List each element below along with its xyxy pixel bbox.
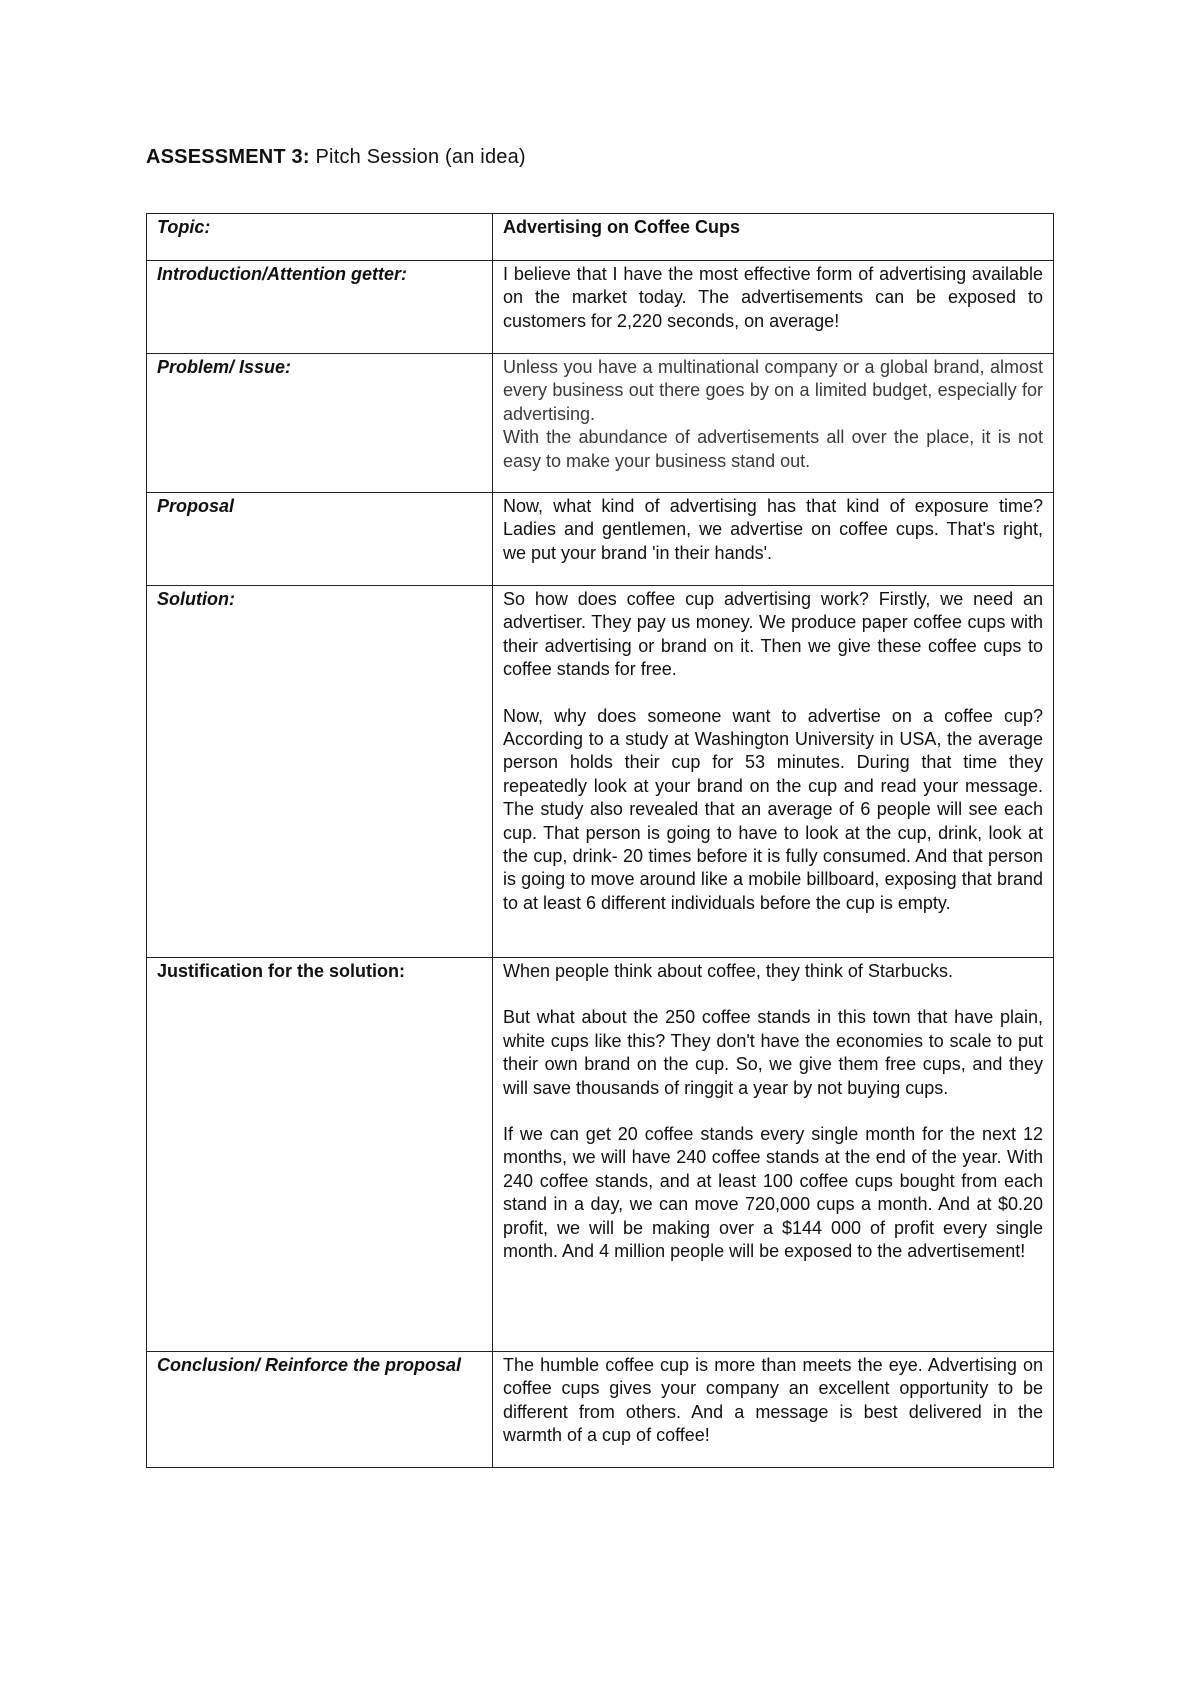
row-content-cell: [493, 354, 1054, 493]
row-label: Introduction/Attention getter:: [157, 264, 407, 284]
row-topic: [147, 214, 1054, 261]
topic-value: Advertising on Coffee Cups: [503, 217, 741, 237]
row-label-cell: [147, 586, 493, 958]
row-label: Proposal: [157, 496, 235, 516]
row-solution: [147, 586, 1054, 958]
paragraph: So how does coffee cup advertising work? Firstly, we need an advertiser. They pay us money. We produce paper coffee cups with their advertising or brand on it. Then we give these coffee cups to coffee stands for free.: [503, 589, 1043, 680]
paragraph: The humble coffee cup is more than meets the eye. Advertising on coffee cups gives your company an excellent opportunity to be different from others. And a message is best delivered in the warmth of a cup of coffee!: [503, 1355, 1043, 1446]
row-label-cell: [147, 1352, 493, 1468]
row-label: Topic:: [157, 217, 211, 237]
pitch-table: [146, 213, 1054, 1468]
title-bold: ASSESSMENT 3:: [146, 146, 310, 168]
row-content-cell: [493, 1352, 1054, 1468]
row-label-cell: [147, 958, 493, 1352]
row-label-cell: [147, 354, 493, 493]
row-label-cell: [147, 493, 493, 586]
title-rest: Pitch Session (an idea): [309, 146, 526, 168]
paragraph: Now, why does someone want to advertise on a coffee cup? According to a study at Washington University in USA, the average person holds their cup for 53 minutes. During that time they repeatedly look at your brand on the cup and read your message. The study also revealed that an average of 6 people will see each cup. That person is going to have to look at the cup, drink, look at the cup, drink- 20 times before it is fully consumed. And that person is going to move around like a mobile billboard, exposing that brand to at least 6 different individuals before the cup is empty.: [503, 705, 1043, 913]
paragraph: When people think about coffee, they think of Starbucks.: [503, 961, 953, 981]
paragraph: If we can get 20 coffee stands every single month for the next 12 months, we will have 240 coffee stands at the end of the year. With 240 coffee stands, and at least 100 coffee cups bought from each stand in a day, we can move 720,000 cups a month. And at $0.20 profit, we will be making over a $144 000 of profit every single month. And 4 million people will be exposed to the advertisement!: [503, 1124, 1043, 1262]
row-label: Solution:: [157, 589, 235, 609]
row-conclusion: [147, 1352, 1054, 1468]
row-label-cell: [147, 214, 493, 261]
row-label: Problem/ Issue:: [157, 357, 292, 377]
paragraph: I believe that I have the most effective form of advertising available on the market today. The advertisements can be exposed to customers for 2,220 seconds, on average!: [503, 264, 1043, 331]
row-content-cell: [493, 214, 1054, 261]
paragraph: Now, what kind of advertising has that kind of exposure time? Ladies and gentlemen, we advertise on coffee cups. That's right, we put your brand 'in their hands'.: [503, 496, 1043, 563]
paragraph: With the abundance of advertisements all over the place, it is not easy to make your business stand out.: [503, 427, 1043, 471]
row-content-cell: [493, 958, 1054, 1352]
row-proposal: [147, 493, 1054, 586]
row-introduction: [147, 261, 1054, 354]
page-title: [146, 146, 526, 169]
row-content-cell: [493, 261, 1054, 354]
row-label: Justification for the solution:: [157, 961, 405, 981]
row-justification: [147, 958, 1054, 1352]
paragraph: But what about the 250 coffee stands in this town that have plain, white cups like this? They don't have the economies to scale to put their own brand on the cup. So, we give them free cups, and they will save thousands of ringgit a year by not buying cups.: [503, 1007, 1043, 1098]
row-label-cell: [147, 261, 493, 354]
row-content-cell: [493, 586, 1054, 958]
row-content-cell: [493, 493, 1054, 586]
row-label: Conclusion/ Reinforce the proposal: [157, 1355, 462, 1375]
row-problem: [147, 354, 1054, 493]
paragraph: Unless you have a multinational company or a global brand, almost every business out there goes by on a limited budget, especially for advertising.: [503, 357, 1043, 424]
